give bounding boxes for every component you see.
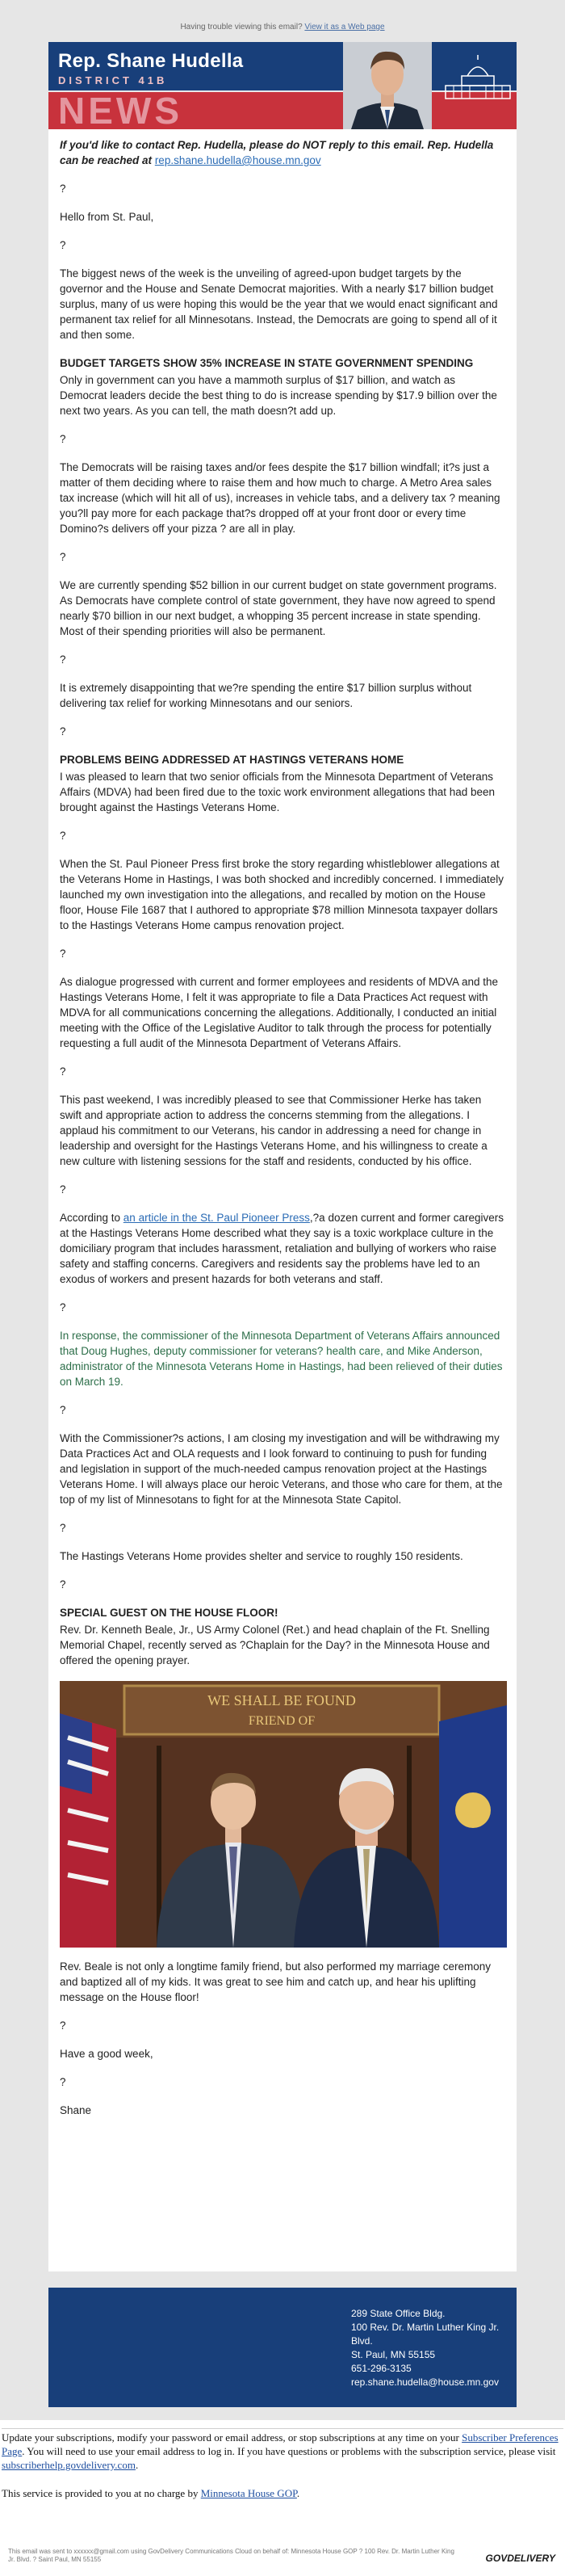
subscription-info	[2, 2429, 563, 2472]
signature: Shane	[60, 2104, 92, 2116]
capitol-building-icon	[442, 53, 514, 102]
spacer-mark: ?	[60, 2019, 66, 2032]
address-line-3: St. Paul, MN 55155	[351, 2349, 436, 2360]
paragraph-text: ,?a dozen current and former caregivers at the Hastings Veterans Home described what they say is a toxic workplace culture in the domiciliary program that includes harassment, retaliation and bullying of workers who raise safety and staffing concerns. Caregivers and residents say the problems have led to an exodus of workers and present hazards for both veterans and staff.	[60, 1212, 504, 1285]
spacer-mark: ?	[60, 239, 66, 251]
subscriber-preferences-link[interactable]: Subscriber Preferences Page	[2, 2431, 559, 2457]
contact-notice-text: If you'd like to contact Rep. Hudella, please do NOT reply to this email. Rep. Hudella can be reached at	[60, 139, 494, 166]
newsletter-body	[48, 129, 517, 2118]
heading-veterans-home: PROBLEMS BEING ADDRESSED AT HASTINGS VETERANS HOME	[60, 754, 404, 766]
banner-news-title: NEWS	[58, 90, 182, 129]
address-line-2: 100 Rev. Dr. Martin Luther King Jr. Blvd.	[351, 2322, 500, 2347]
top-note	[0, 0, 565, 36]
paragraph-taxes-fees: The Democrats will be raising taxes and/or fees despite the $17 billion windfall; it?s just a matter of them deciding where to raise them and how much to charge. A Metro Area sales tax increase (which will hit all of us), increases in vehicle tabs, and a delivery tax ? meaning you?ll pay more for each package that?s dropped off at your front door or every time Domino?s delivers off your pizza ? are all in play.	[60, 461, 500, 535]
spacer-mark: ?	[60, 948, 66, 960]
photo-illustration	[60, 1681, 507, 1948]
header-banner	[48, 42, 517, 129]
spacer-mark: ?	[60, 1301, 66, 1313]
spacer-mark: ?	[60, 551, 66, 563]
service-text: .	[296, 2487, 300, 2499]
contact-footer	[48, 2288, 517, 2407]
closing-line: Have a good week,	[60, 2048, 153, 2060]
spacer-mark: ?	[60, 830, 66, 842]
spacer-mark: ?	[60, 1404, 66, 1416]
address-line-1: 289 State Office Bldg.	[351, 2308, 446, 2319]
representative-portrait	[343, 42, 432, 129]
spacer-mark: ?	[60, 2076, 66, 2088]
paragraph-pioneer-press	[60, 1210, 505, 1287]
paragraph-budget-surplus: Only in government can you have a mammoth surplus of $17 billion, and watch as Democrat leaders decide the best thing to do is increase spending by $17.9 billion over the next two years. As you can tell, the math doesn?t add up.	[60, 374, 497, 417]
inscription-line-2: FRIEND OF	[248, 1714, 316, 1728]
contact-notice	[60, 137, 505, 168]
representative-name: Rep. Shane Hudella	[58, 50, 244, 72]
spacer-mark: ?	[60, 1065, 66, 1078]
paragraph-spending: We are currently spending $52 billion in our current budget on state government programs. As Democrats have complete control of state government, they have now agreed to spend nearly $70 billion in our next budget, a whopping 35 percent increase in state spending. Most of their spending priorities will also be permanent.	[60, 579, 497, 637]
spacer-mark: ?	[60, 653, 66, 666]
spacer-mark: ?	[60, 433, 66, 445]
service-provider-info	[2, 2485, 563, 2500]
paragraph-closing-investigation: With the Commissioner?s actions, I am closing my investigation and will be withdrawing my Data Practices Act and OLA requests and I look forward to continuing to push for funding and legislation in support of the much-needed campus renovation project at the Hastings Veterans Home. I will always place our heroic Veterans, and those who care for them, at the top of my list of Minnesotans to fight for at the Minnesota State Capitol.	[60, 1432, 503, 1506]
inscription-line-1: WE SHALL BE FOUND	[207, 1692, 356, 1708]
house-floor-photo	[60, 1681, 507, 1948]
spacer-mark: ?	[60, 1522, 66, 1534]
subscription-text: Update your subscriptions, modify your password or email address, or stop subscriptions at any time on your	[2, 2431, 462, 2444]
footer-email: rep.shane.hudella@house.mn.gov	[351, 2376, 499, 2388]
service-text: This service is provided to you at no charge by	[2, 2487, 201, 2499]
contact-email-link[interactable]: rep.shane.hudella@house.mn.gov	[154, 154, 321, 166]
paragraph-chaplain: Rev. Dr. Kenneth Beale, Jr., US Army Colonel (Ret.) and head chaplain of the Ft. Snelling Memorial Chapel, recently served as ?Chaplain for the Day? in the Minnesota House and offered the opening prayer.	[60, 1624, 490, 1666]
heading-special-guest: SPECIAL GUEST ON THE HOUSE FLOOR!	[60, 1607, 278, 1619]
district-label: DISTRICT 41B	[58, 74, 168, 86]
paragraph-rev-beale: Rev. Beale is not only a longtime family friend, but also performed my marriage ceremony and baptized all of my kids. It was great to see him and catch up, and hear his uplifting message on the House floor!	[60, 1960, 491, 2003]
paragraph-residents: The Hastings Veterans Home provides shelter and service to roughly 150 residents.	[60, 1550, 463, 1562]
paragraph-investigation: When the St. Paul Pioneer Press first broke the story regarding whistleblower allegations at the Veterans Home in Hastings, I was both shocked and incredibly concerned. I immediately launched my own investigation into the allegations, and recalled by motion on the House floor, House File 1687 that I authored to appropriate $78 million Minnesota taxpayer dollars to the Hastings Veterans Home campus renovation project.	[60, 858, 504, 931]
paragraph-text: According to	[60, 1212, 123, 1224]
spacer-mark: ?	[60, 183, 66, 195]
subscriber-help-link[interactable]: subscriberhelp.govdelivery.com	[2, 2459, 136, 2471]
phone-number: 651-296-3135	[351, 2363, 412, 2374]
paragraph-officials-fired: I was pleased to learn that two senior officials from the Minnesota Department of Veterans Affairs (MDVA) had been fired due to the toxic work environment allegations that had been brought against the Hastings Veterans Home.	[60, 771, 496, 813]
newsletter-card	[48, 42, 517, 2271]
minnesota-house-gop-link[interactable]: Minnesota House GOP	[200, 2487, 297, 2499]
top-note-text: Having trouble viewing this email?	[180, 23, 303, 32]
paragraph-response: In response, the commissioner of the Minnesota Department of Veterans Affairs announced that Doug Hughes, deputy commissioner for veterans? health care, and Mike Anderson, administrator of the Minnesota Veterans Home in Hastings, had been relieved of their duties on March 19.	[60, 1330, 503, 1388]
subscription-text: .	[135, 2459, 139, 2471]
spacer-mark: ?	[60, 725, 66, 738]
view-as-web-page-link[interactable]: View it as a Web page	[304, 23, 385, 32]
paragraph-budget-intro: The biggest news of the week is the unveiling of agreed-upon budget targets by the governor and the House and Senate Democrat majorities. With a nearly $17 billion budget surplus, many of us were hoping this would be the year that we would enact significant and permanent tax relief for all Minnesotans. Instead, the Democrats are going to spend all of it and then some.	[60, 267, 498, 341]
spacer-mark: ?	[60, 1578, 66, 1591]
paragraph-data-practices: As dialogue progressed with current and former employees and residents of MDVA and the Hastings Veterans Home, I felt it was appropriate to file a Data Practices Act request with MDVA for all communications concerning the allegations. Additionally, I conducted an initial meeting with the Office of the Legislative Auditor to talk through the process for potentially requesting a full audit of the Minnesota Department of Veterans Affairs.	[60, 976, 499, 1049]
govdelivery-logo: GOVDELIVERY	[485, 2553, 555, 2564]
greeting: Hello from St. Paul,	[60, 211, 154, 223]
paragraph-disappointing: It is extremely disappointing that we?re spending the entire $17 billion surplus without delivering tax relief for working Minnesotans and our seniors.	[60, 682, 472, 709]
sent-to-notice: This email was sent to xxxxxx@gmail.com using GovDelivery Communications Cloud on behalf of: Minnesota House GOP ? 100 Rev. Dr. Martin Luther King Jr. Blvd. ? Saint Paul, MN 55155	[8, 2548, 454, 2563]
spacer-mark: ?	[60, 1183, 66, 1196]
office-address	[351, 2307, 517, 2389]
heading-budget-targets: BUDGET TARGETS SHOW 35% INCREASE IN STATE GOVERNMENT SPENDING	[60, 357, 474, 369]
pioneer-press-article-link[interactable]: an article in the St. Paul Pioneer Press	[123, 1212, 310, 1224]
bottom-bar	[0, 2544, 565, 2576]
subscription-text: . You will need to use your email address to log in. If you have questions or problems with the subscription service, please visit	[22, 2445, 556, 2457]
paragraph-commissioner-action: This past weekend, I was incredibly pleased to see that Commissioner Herke has taken swift and appropriate action to address the concerns stemming from the allegations. I applaud his commitment to our Veterans, his candor in addressing a need for change in leadership and oversight for the Hastings Veterans Home, and his willingness to create a new culture with listening sessions for the staff and residents, conducted by his office.	[60, 1094, 488, 1167]
